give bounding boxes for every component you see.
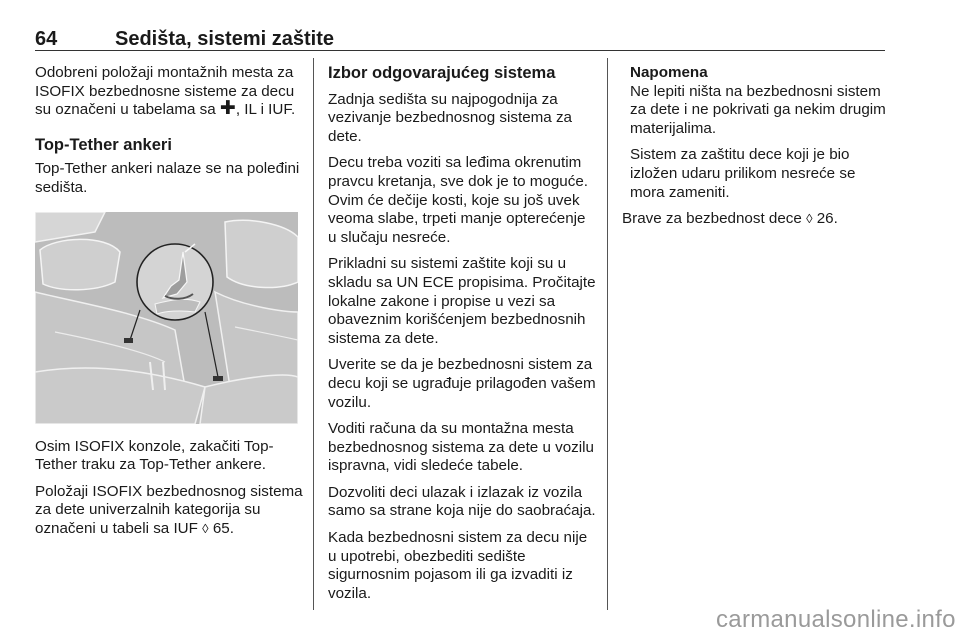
- paragraph: Uverite se da je bezbednosni sistem za decu koji se ugrađuje prilagođen vašem vozilu.: [328, 356, 596, 411]
- note-paragraph: Ne lepiti ništa na bezbednosni sistem za dete i ne pokrivati ga nekim drugim materijalima.: [630, 82, 886, 137]
- tether-instruction: Osim ISOFIX konzole, zakačiti Top-Tether traku za Top-Tether ankere.: [35, 437, 274, 474]
- isofix-intro-text: Odobreni položaji montažnih mesta za ISOFIX bezbednosne sisteme za decu su označeni u tabelama sa: [35, 64, 295, 119]
- cross-reference-text: Brave za bezbednost dece: [622, 210, 807, 228]
- column-divider-1: [313, 58, 314, 610]
- page-ref-number[interactable]: 65.: [208, 519, 234, 537]
- section-heading: Izbor odgovarajućeg sistema: [328, 64, 556, 82]
- paragraph: Prikladni su sistemi zaštite koji su u skladu sa UN ECE propisima. Pročitajte lokalne zakone i propise u vezi sa obaveznim korišćenjem bezbednosnih sistema za dete.: [328, 255, 596, 347]
- top-tether-illustration: [35, 212, 298, 424]
- chapter-title: Sedišta, sistemi zaštite: [115, 28, 334, 50]
- paragraph: Zadnja sedišta su najpogodnija za vezivanje bezbednosnog sistema za dete.: [328, 90, 572, 145]
- isofix-intro-suffix: , IL i IUF.: [235, 101, 296, 119]
- note-block: [630, 64, 890, 202]
- paragraph: Kada bezbednosni sistem za decu nije u upotrebi, obezbediti sedište sigurnosnim pojasom ili ga izvaditi iz vozila.: [328, 529, 588, 602]
- page-number: 64: [35, 28, 58, 50]
- iuf-paragraph: [35, 483, 303, 539]
- column-divider-2: [607, 58, 608, 610]
- iuf-text: Položaji ISOFIX bezbednosnog sistema za dete univerzalnih kategorija su označeni u tabeli sa IUF: [35, 482, 303, 537]
- top-tether-heading: Top-Tether ankeri: [35, 135, 172, 154]
- page-ref-icon: ◊: [202, 520, 209, 536]
- column-left: [35, 64, 303, 547]
- page-ref-icon: ◊: [806, 211, 813, 227]
- column-middle: [328, 64, 598, 611]
- note-title: Napomena: [630, 64, 708, 81]
- cross-reference: [622, 210, 890, 229]
- isofix-intro-paragraph: [35, 64, 303, 120]
- top-tether-text: Top-Tether ankeri nalaze se na poleđini sedišta.: [35, 160, 300, 196]
- column-right: [622, 64, 890, 237]
- paragraph: Dozvoliti deci ulazak i izlazak iz vozila samo sa strane koja nije do saobraćaja.: [328, 483, 596, 520]
- note-paragraph: Sistem za zaštitu dece koji je bio izložen udaru prilikom nesreće se mora zameniti.: [630, 146, 856, 201]
- paragraph: Decu treba voziti sa leđima okrenutim pravcu kretanja, sve dok je to moguće. Ovim će dečije kosti, koje su još uvek veoma slabe, trpeti manje opterećenje u slučaju nesreće.: [328, 154, 589, 246]
- seat-anchor-drawing: [35, 212, 298, 424]
- paragraph: Voditi računa da su montažna mesta bezbednosnog sistema za dete u vozilu ispravna, vidi sledeće tabele.: [328, 420, 594, 475]
- isofix-cross-icon: ✚: [219, 98, 236, 120]
- page-header: [35, 28, 885, 51]
- page-ref-number[interactable]: 26.: [812, 210, 838, 228]
- watermark-text: carmanualsonline.info: [716, 606, 956, 633]
